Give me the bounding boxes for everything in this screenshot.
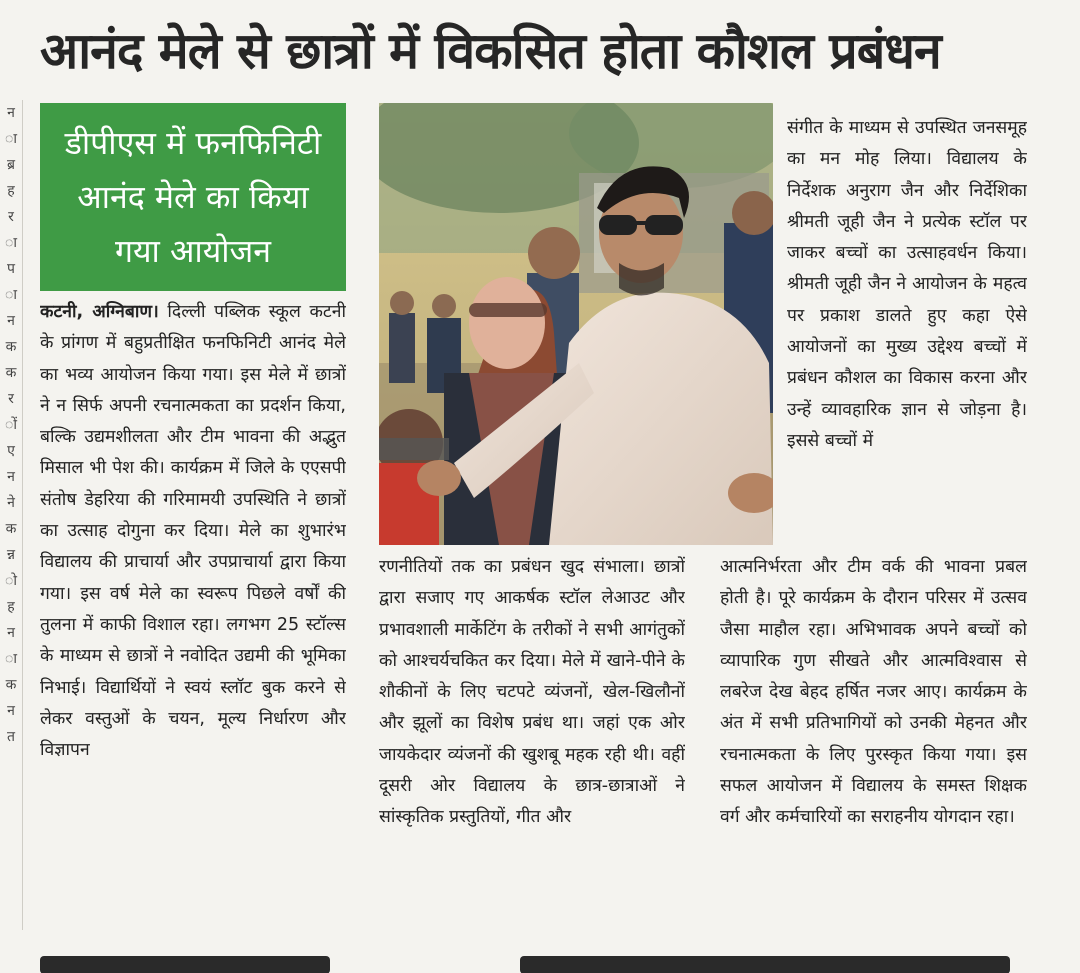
edge-glyph: क (5, 365, 17, 381)
edge-glyph: र (8, 209, 14, 225)
subheadline-box (40, 103, 346, 291)
dateline: कटनी, अग्निबाण। (40, 302, 159, 322)
edge-glyph: ने (7, 495, 15, 511)
subheadline: डीपीएस में फनफिनिटी आनंद मेले का किया गया आयोजन (64, 124, 322, 270)
adjacent-article-edge (0, 100, 23, 930)
edge-glyph: प (7, 261, 15, 277)
column1-body: दिल्ली पब्लिक स्कूल कटनी के प्रांगण में बहुप्रतीक्षित फनफिनिटी आनंद मेले का भव्य आयोजन किया गया। इस मेले में छात्रों ने न सिर्फ अपनी रचनात्मकता का प्रदर्शन किया, बल्कि उद्यमशीलता और टीम भावना की अद्भुत मिसाल भी पेश की। कार्यक्रम में जिले के एएसपी संतोष डेहरिया की गरिमामयी उपस्थिति ने छात्रों का उत्साह दोगुना कर दिया। मेले का शुभारंभ विद्यालय की प्राचार्या और उपप्राचार्या द्वारा किया गया। इस वर्ष मेले का स्वरूप पिछले वर्षों की तुलना में काफी विशाल रहा। लगभग 25 स्टॉल्स के माध्यम से छात्रों ने नवोदित उद्यमी की भूमिका निभाई। विद्यार्थियों ने स्वयं स्लॉट बुक करने से लेकर वस्तुओं के चयन, मूल्य निर्धारण और विज्ञापन (40, 302, 346, 761)
edge-glyph: र (8, 391, 14, 407)
event-photo (379, 103, 773, 545)
edge-glyph: क (5, 677, 17, 693)
cutoff-text-left (40, 956, 330, 973)
edge-glyph: ा (5, 287, 17, 303)
column3-top-body: संगीत के माध्यम से उपस्थित जनसमूह का मन मोह लिया। विद्यालय के निर्देशक अनुराग जैन और निर्देशिका श्रीमती जूही जैन ने प्रत्येक स्टॉल पर जाकर बच्चों का उत्साहवर्धन किया। श्रीमती जूही जैन ने आयोजन के महत्व पर प्रकाश डालते हुए कहा ऐसे आयोजनों का मुख्य उद्देश्य बच्चों में प्रबंधन कौशल का विकास करना और उन्हें व्यावहारिक ज्ञान से जोड़ना है। इससे बच्चों में (787, 118, 1027, 451)
cutoff-text-right (520, 956, 1010, 973)
edge-glyph: न (7, 105, 15, 121)
edge-glyph: ा (5, 235, 17, 251)
edge-glyph: ब्र (7, 157, 15, 173)
edge-glyph: ा (5, 651, 17, 667)
edge-glyph: क (5, 521, 17, 537)
article-column-2 (379, 552, 685, 932)
edge-glyph: न (7, 625, 15, 641)
edge-glyph: न (7, 313, 15, 329)
edge-glyph: त (7, 729, 15, 745)
edge-glyph: ह (7, 599, 15, 615)
edge-glyph: न (7, 703, 15, 719)
column2-body: रणनीतियों तक का प्रबंधन खुद संभाला। छात्रों द्वारा सजाए गए आकर्षक स्टॉल लेआउट और प्रभावशाली मार्केटिंग के तरीकों ने सभी आगंतुकों को आश्चर्यचकित कर दिया। मेले में खाने-पीने के शौकीनों के लिए चटपटे व्यंजनों, खेल-खिलौनों और झूलों का विशेष प्रबंध था। जहां एक ओर जायकेदार व्यंजनों की खुशबू महक रही थी। वहीं दूसरी ओर विद्यालय के छात्र-छात्राओं ने सांस्कृतिक प्रस्तुतियों, गीत और (379, 557, 685, 828)
edge-glyph: ो (5, 573, 17, 589)
edge-glyph: ए (7, 443, 15, 459)
edge-glyph: न्न (7, 547, 15, 563)
headline: आनंद मेले से छात्रों में विकसित होता कौशल प्रबंधन (40, 22, 941, 80)
article-column-3-bottom (720, 552, 1027, 932)
next-article-headline-cutoff (0, 950, 1080, 973)
edge-glyph: ा (5, 131, 17, 147)
edge-glyph: क (5, 339, 17, 355)
article-column-3-top (787, 113, 1027, 533)
article-column-1 (40, 297, 346, 933)
edge-glyph: ों (5, 417, 17, 433)
column3-bottom-body: आत्मनिर्भरता और टीम वर्क की भावना प्रबल होती है। पूरे कार्यक्रम के दौरान परिसर में उत्सव जैसा माहौल रहा। अभिभावक अपने बच्चों को व्यापारिक गुण सीखते और आत्मविश्वास से लबरेज देख बेहद हर्षित नजर आए। कार्यक्रम के अंत में सभी प्रतिभागियों को उनकी मेहनत और रचनात्मकता के लिए पुरस्कृत किया गया। इस सफल आयोजन में विद्यालय के समस्त शिक्षक वर्ग और कर्मचारियों का सराहनीय योगदान रहा। (720, 557, 1027, 828)
edge-glyph: ह (7, 183, 15, 199)
edge-glyph: न (7, 469, 15, 485)
event-photo-icon (379, 103, 773, 545)
